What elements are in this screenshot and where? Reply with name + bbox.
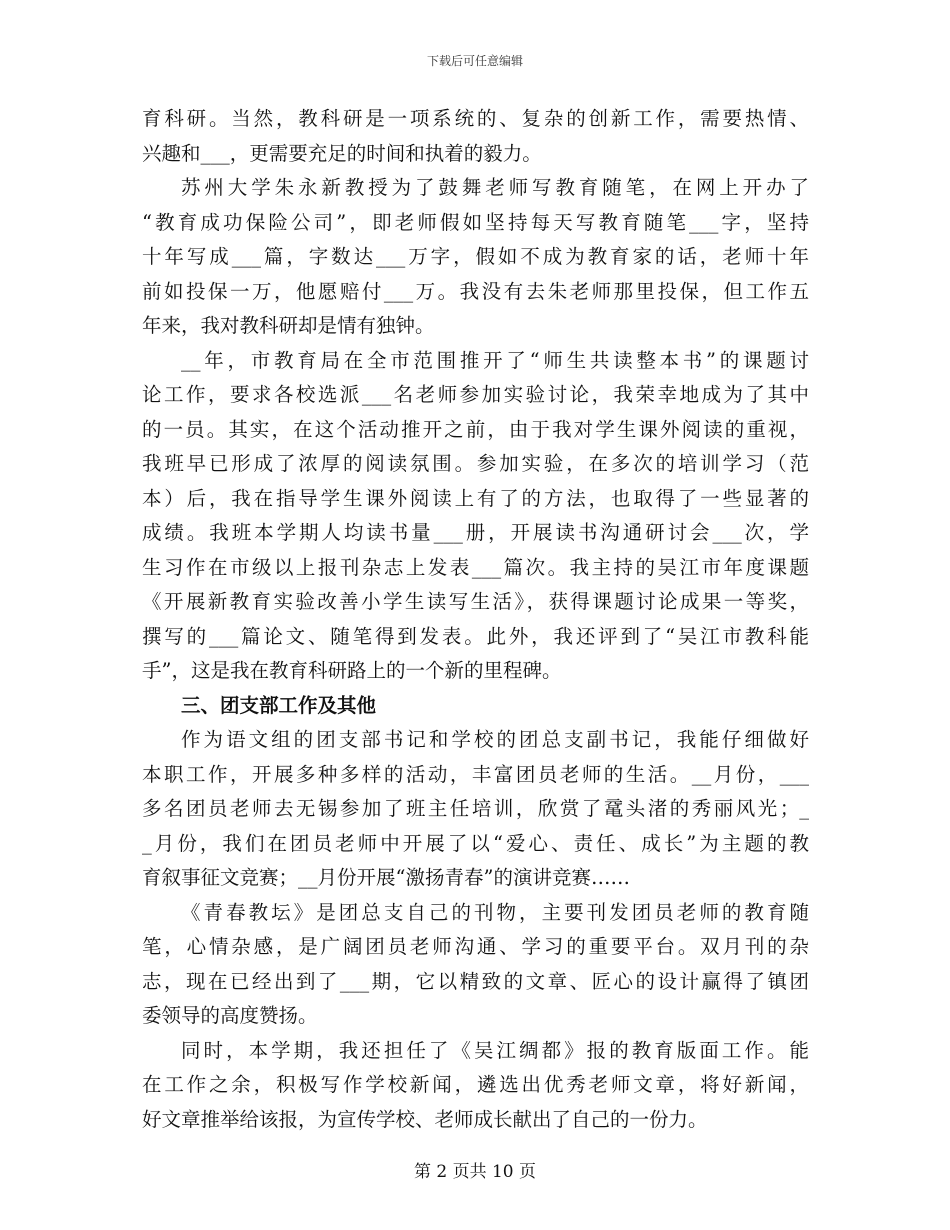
- text-line: 多名团员老师去无锡参加了班主任培训，欣赏了鼋头渚的秀丽风光；_: [142, 797, 809, 820]
- text-line: 在工作之余，积极写作学校新闻，遴选出优秀老师文章，将好新闻，: [142, 1073, 809, 1096]
- text-line: 手”，这是我在教育科研路上的一个新的里程碑。: [142, 659, 562, 682]
- text-line: 委领导的高度赞扬。: [142, 1004, 318, 1027]
- text-line: 生习作在市级以上报刊杂志上发表___篇次。我主持的吴江市年度课题: [142, 555, 809, 579]
- text-line: _月份，我们在团员老师中开展了以“爱心、责任、成长”为主题的教: [142, 831, 809, 855]
- section-heading: [142, 689, 809, 724]
- text-line: “教育成功保险公司”，即老师假如坚持每天写教育随笔___字，坚持: [142, 210, 809, 234]
- text-line: __年，市教育局在全市范围推开了“师生共读整本书”的课题讨: [181, 348, 809, 372]
- paragraph: [142, 1034, 809, 1138]
- paragraph: [142, 344, 809, 689]
- text-line: 育科研。当然，教科研是一项系统的、复杂的创新工作，需要热情、: [142, 107, 809, 130]
- text-line: 本）后，我在指导学生课外阅读上有了的方法，也取得了一些显著的: [142, 486, 809, 510]
- text-line: 我班早已形成了浓厚的阅读氛围。参加实验，在多次的培训学习（范: [142, 452, 809, 475]
- text-line: 前如投保一万，他愿赔付___万。我没有去朱老师那里投保，但工作五: [142, 279, 809, 303]
- text-line: 志，现在已经出到了___期，它以精致的文章、匠心的设计赢得了镇团: [142, 969, 809, 993]
- text-line: 成绩。我班本学期人均读书量___册，开展读书沟通研讨会___次，学: [142, 521, 809, 544]
- text-line: 作为语文组的团支部书记和学校的团总支副书记，我能仔细做好: [181, 728, 809, 751]
- text-line: 的一员。其实，在这个活动推开之前，由于我对学生课外阅读的重视，: [142, 417, 809, 441]
- text-line: 兴趣和___，更需要充足的时间和执着的毅力。: [142, 141, 542, 165]
- page-footer: 第 2 页共 10 页: [413, 1162, 537, 1182]
- text-line: 论工作，要求各校选派___名老师参加实验讨论，我荣幸地成为了其中: [142, 383, 809, 406]
- text-line: 十年写成___篇，字数达___万字，假如不成为教育家的话，老师十年: [142, 245, 809, 268]
- text-line: 三、团支部工作及其他: [181, 693, 377, 717]
- paragraph: [142, 102, 809, 171]
- text-line: 《开展新教育实验改善小学生读写生活》，获得课题讨论成果一等奖，: [142, 590, 809, 613]
- page-header: 下载后可任意编辑: [426, 54, 523, 68]
- text-line: 年来，我对教科研却是情有独钟。: [142, 314, 435, 337]
- text-line: 苏州大学朱永新教授为了鼓舞老师写教育随笔，在网上开办了: [181, 176, 809, 199]
- text-line: 育叙事征文竞赛；__月份开展“激扬青春”的演讲竞赛……: [142, 866, 630, 889]
- paragraph: [142, 896, 809, 1034]
- text-line: 撰写的___篇论文、随笔得到发表。此外，我还评到了“吴江市教科能: [142, 624, 809, 648]
- document-body: [142, 102, 809, 1137]
- paragraph: [142, 171, 809, 344]
- text-line: 笔，心情杂感，是广阔团员老师沟通、学习的重要平台。双月刊的杂: [142, 935, 809, 958]
- text-line: 《青春教坛》是团总支自己的刊物，主要刊发团员老师的教育随: [181, 900, 809, 924]
- paragraph: [142, 723, 809, 896]
- text-line: 同时，本学期，我还担任了《吴江绸都》报的教育版面工作。能: [181, 1038, 809, 1062]
- text-line: 本职工作，开展多种多样的活动，丰富团员老师的生活。__月份，___: [142, 762, 809, 786]
- text-line: 好文章推举给该报，为宣传学校、老师成长献出了自己的一份力。: [142, 1107, 708, 1131]
